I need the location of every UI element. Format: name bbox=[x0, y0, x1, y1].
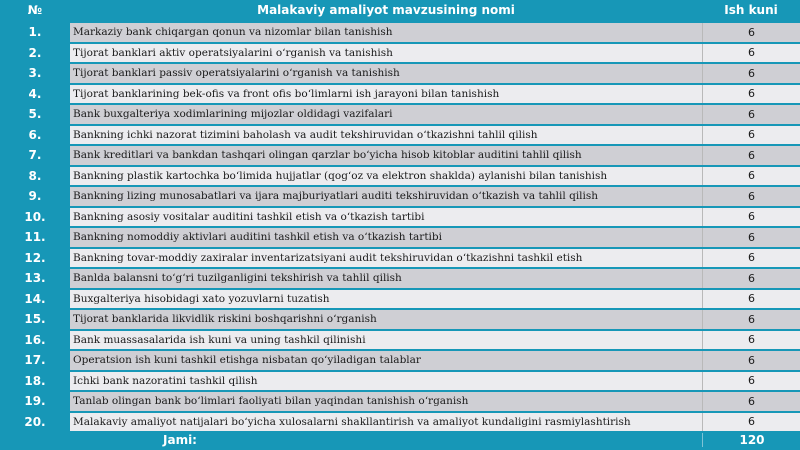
row-topic: Bank kreditlari va bankdan tashqari olingan qarzlar bo‘yicha hisob kitoblar auditini tahlil qilish bbox=[70, 146, 702, 165]
row-topic: Tijorat banklarida likvidlik riskini boshqarishni o‘rganish bbox=[70, 310, 702, 329]
table-row bbox=[0, 412, 800, 433]
row-days: 6 bbox=[702, 392, 800, 411]
table-row bbox=[0, 186, 800, 207]
row-number: 5. bbox=[28, 107, 42, 122]
table-row bbox=[0, 22, 800, 43]
row-topic: Tijorat banklari aktiv operatsiyalarini o‘rganish va tanishish bbox=[70, 44, 702, 63]
row-number: 18. bbox=[24, 373, 46, 388]
row-topic: Bankning nomoddiy aktivlari auditini tashkil etish va o‘tkazish tartibi bbox=[70, 228, 702, 247]
table-row bbox=[0, 207, 800, 228]
table-row bbox=[0, 268, 800, 289]
table-row bbox=[0, 227, 800, 248]
row-topic: Bankning tovar-moddiy zaxiralar inventarizatsiyani audit tekshiruvidan o‘tkazishni tashkil etish bbox=[70, 249, 702, 268]
table-row bbox=[0, 166, 800, 187]
row-topic: Tijorat banklari passiv operatsiyalarini o‘rganish va tanishish bbox=[70, 64, 702, 83]
row-number: 2. bbox=[28, 45, 42, 60]
row-days: 6 bbox=[702, 85, 800, 104]
row-number: 6. bbox=[28, 127, 42, 142]
table-body bbox=[0, 22, 800, 432]
row-days: 6 bbox=[702, 146, 800, 165]
table-row bbox=[0, 84, 800, 105]
row-topic: Bankning asosiy vositalar auditini tashkil etish va o‘tkazish tartibi bbox=[70, 208, 702, 227]
row-number: 12. bbox=[24, 250, 46, 265]
row-number: 1. bbox=[28, 25, 42, 40]
row-topic: Tanlab olingan bank bo‘limlari faoliyati bilan yaqindan tanishish o‘rganish bbox=[70, 392, 702, 411]
row-days: 6 bbox=[702, 269, 800, 288]
row-topic: Tijorat banklarining bek-ofis va front ofis bo‘limlarni ish jarayoni bilan tanishish bbox=[70, 85, 702, 104]
table-row bbox=[0, 145, 800, 166]
table-row bbox=[0, 43, 800, 64]
row-days: 6 bbox=[702, 290, 800, 309]
row-days: 6 bbox=[702, 105, 800, 124]
row-number: 15. bbox=[24, 312, 46, 327]
row-topic: Markaziy bank chiqargan qonun va nizomlar bilan tanishish bbox=[70, 23, 702, 42]
row-number: 10. bbox=[24, 209, 46, 224]
row-days: 6 bbox=[702, 44, 800, 63]
row-number: 8. bbox=[28, 168, 42, 183]
table-row bbox=[0, 371, 800, 392]
row-topic: Bankning lizing munosabatlari va ijara majburiyatlari auditi tekshiruvidan o‘tkazish va tahlil qilish bbox=[70, 187, 702, 206]
row-number: 7. bbox=[28, 148, 42, 163]
row-number: 4. bbox=[28, 86, 42, 101]
row-days: 6 bbox=[702, 331, 800, 350]
row-days: 6 bbox=[702, 187, 800, 206]
table-row bbox=[0, 289, 800, 310]
row-days: 6 bbox=[702, 372, 800, 391]
row-topic: Operatsion ish kuni tashkil etishga nisbatan qo‘yiladigan talablar bbox=[70, 351, 702, 370]
row-topic: Malakaviy amaliyot natijalari bo‘yicha xulosalarni shakllantirish va amaliyot kundaligini rasmiylashtirish bbox=[70, 413, 702, 432]
table-header bbox=[0, 0, 800, 22]
total-days: 120 bbox=[702, 433, 800, 447]
row-days: 6 bbox=[702, 228, 800, 247]
topic-column-header: Malakaviy amaliyot mavzusining nomi bbox=[257, 3, 515, 17]
row-days: 6 bbox=[702, 64, 800, 83]
table-row bbox=[0, 330, 800, 351]
row-days: 6 bbox=[702, 167, 800, 186]
row-number: 17. bbox=[24, 353, 46, 368]
row-number: 16. bbox=[24, 332, 46, 347]
total-label: Jami: bbox=[163, 433, 197, 447]
row-number: 19. bbox=[24, 394, 46, 409]
row-number: 9. bbox=[28, 189, 42, 204]
table-row bbox=[0, 125, 800, 146]
row-topic: Bankning ichki nazorat tizimini baholash va audit tekshiruvidan o‘tkazishni tahlil qilish bbox=[70, 126, 702, 145]
table-row bbox=[0, 309, 800, 330]
days-column-header: Ish kuni bbox=[724, 3, 778, 17]
row-days: 6 bbox=[702, 249, 800, 268]
table-row bbox=[0, 391, 800, 412]
row-days: 6 bbox=[702, 208, 800, 227]
row-topic: Ichki bank nazoratini tashkil qilish bbox=[70, 372, 702, 391]
table-row bbox=[0, 248, 800, 269]
table-footer bbox=[0, 430, 800, 450]
row-number: 20. bbox=[24, 414, 46, 429]
number-column-header: № bbox=[27, 3, 43, 17]
row-topic: Bank buxgalteriya xodimlarining mijozlar oldidagi vazifalari bbox=[70, 105, 702, 124]
row-topic: Bankning plastik kartochka bo‘limida hujjatlar (qog‘oz va elektron shaklda) aylanishi bilan tanishish bbox=[70, 167, 702, 186]
row-number: 13. bbox=[24, 271, 46, 286]
row-days: 6 bbox=[702, 413, 800, 432]
row-days: 6 bbox=[702, 310, 800, 329]
row-topic: Banlda balansni to‘g‘ri tuzilganligini tekshirish va tahlil qilish bbox=[70, 269, 702, 288]
row-number: 3. bbox=[28, 66, 42, 81]
table-row bbox=[0, 350, 800, 371]
row-days: 6 bbox=[702, 126, 800, 145]
row-number: 14. bbox=[24, 291, 46, 306]
row-topic: Buxgalteriya hisobidagi xato yozuvlarni tuzatish bbox=[70, 290, 702, 309]
row-days: 6 bbox=[702, 351, 800, 370]
table-row bbox=[0, 63, 800, 84]
row-topic: Bank muassasalarida ish kuni va uning tashkil qilinishi bbox=[70, 331, 702, 350]
table-row bbox=[0, 104, 800, 125]
row-number: 11. bbox=[24, 230, 46, 245]
row-days: 6 bbox=[702, 23, 800, 42]
